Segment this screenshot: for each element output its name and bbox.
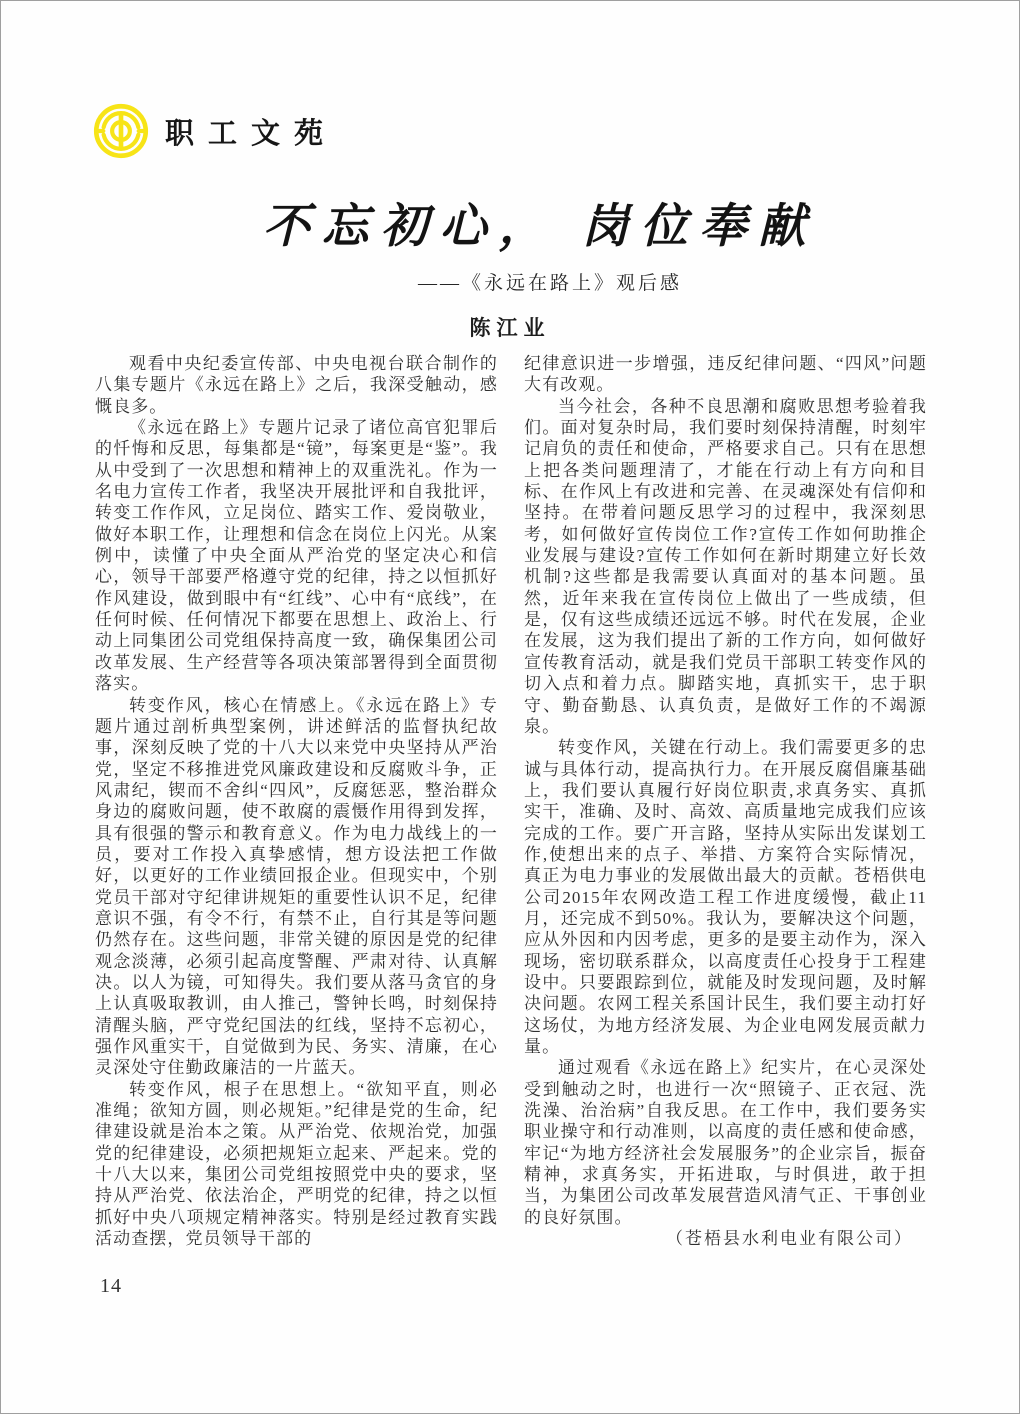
paragraph: 观看中央纪委宣传部、中央电视台联合制作的八集专题片《永远在路上》之后，我深受触动，感慨良多。	[95, 354, 498, 416]
masthead	[93, 103, 337, 159]
paragraph-continuation: 纪律意识进一步增强，违反纪律问题、“四风”问题大有改观。	[524, 354, 927, 395]
right-column	[524, 353, 927, 1249]
paragraph: 转变作风，关键在行动上。我们需要更多的忠诚与具体行动，提高执行力。在开展反腐倡廉基础上，我们要认真履行好岗位职责,求真务实、真抓实干，准确、及时、高效、高质量地完成我们应该完成的工作。要广开言路，坚持从实际出发谋划工作,使想出来的点子、举措、方案符合实际情况，真正为电力事业的发展做出最大的贡献。苍梧供电公司2015年农网改造工程工作进度缓慢，截止11月，还完成不到50%。我认为，要解决这个问题，应从外因和内因考虑，更多的是要主动作为，深入现场，密切联系群众，以高度责任心投身于工程建设中。只要跟踪到位，就能及时发现问题，及时解决问题。农网工程关系国计民生，我们要主动打好这场仗，为地方经济发展、为企业电网发展贡献力量。	[524, 738, 927, 1056]
paragraph: 《永远在路上》专题片记录了诸位高官犯罪后的忏悔和反思，每集都是“镜”，每案更是“鉴”。我从中受到了一次思想和精神上的双重洗礼。作为一名电力宣传工作者，我坚决开展批评和自我批评，转变工作作风，立足岗位、踏实工作、爱岗敬业，做好本职工作，让理想和信念在岗位上闪光。从案例中，读懂了中央全面从严治党的坚定决心和信心，领导干部要严格遵守党的纪律，持之以恒抓好作风建设，做到眼中有“红线”、心中有“底线”，在任何时候、任何情况下都要在思想上、政治上、行动上同集团公司党组保持高度一致，确保集团公司改革发展、生产经营等各项决策部署得到全面贯彻落实。	[95, 418, 498, 694]
trade-union-logo-icon	[93, 103, 149, 159]
article-author: 陈江业	[469, 316, 551, 340]
paragraph: 通过观看《永远在路上》纪实片，在心灵深处受到触动之时，也进行一次“照镜子、正衣冠、洗洗澡、治治病”自我反思。在工作中，我们要务实职业操守和行动准则，以高度的责任感和使命感，牢记“为地方经济社会发展服务”的企业宗旨，振奋精神，求真务实，开拓进取，与时俱进，敢于担当，为集团公司改革发展营造风清气正、干事创业的良好氛围。	[524, 1058, 927, 1227]
author-attribution: （苍梧县水利电业有限公司）	[666, 1229, 913, 1249]
article-subtitle: ——《永远在路上》观后感	[417, 273, 682, 294]
article-body	[95, 353, 927, 1249]
paragraph: 当今社会，各种不良思潮和腐败思想考验着我们。面对复杂时局，我们要时刻保持清醒，时刻牢记肩负的责任和使命，严格要求自己。只有在思想上把各类问题理清了，才能在行动上有方向和目标、在作风上有改进和完善、在灵魂深处有信仰和坚持。在带着问题反思学习的过程中，我深刻思考，如何做好宣传岗位工作?宣传工作如何助推企业发展与建设?宣传工作如何在新时期建立好长效机制?这些都是我需要认真面对的基本问题。虽然，近年来我在宣传岗位上做出了一些成绩，但是，仅有这些成绩还远远不够。时代在发展，企业在发展，这为我们提出了新的工作方向，如何做好宣传教育活动，就是我们党员干部职工转变作风的切入点和着力点。脚踏实地，真抓实干，忠于职守、勤奋勤恳、认真负责，是做好工作的不竭源泉。	[524, 396, 927, 736]
page-number: 14	[100, 1275, 122, 1297]
left-column	[95, 353, 498, 1249]
section-title: 职工文苑	[165, 117, 338, 150]
paragraph: 转变作风，根子在思想上。“欲知平直，则必准绳；欲知方圆，则必规矩。”纪律是党的生命，纪律建设就是治本之策。从严治党、依规治党，加强党的纪律建设，必须把规矩立起来、严起来。党的十八大以来，集团公司党组按照党中央的要求，坚持从严治党、依法治企，严明党的纪律，持之以恒抓好中央八项规定精神落实。特别是经过教育实践活动查摆，党员领导干部的	[95, 1079, 498, 1249]
paragraph: 转变作风，核心在情感上。《永远在路上》专题片通过剖析典型案例，讲述鲜活的监督执纪故事，深刻反映了党的十八大以来党中央坚持从严治党，坚定不移推进党风廉政建设和反腐败斗争，正风肃纪，锲而不舍纠“四风”，反腐惩恶，整治群众身边的腐败问题，使不敢腐的震慑作用得到发挥，具有很强的警示和教育意义。作为电力战线上的一员，要对工作投入真挚感情，想方设法把工作做好，以更好的工作业绩回报企业。但现实中，个别党员干部对守纪律讲规矩的重要性认识不足，纪律意识不强，有令不行，有禁不止，自行其是等问题仍然存在。这些问题，非常关键的原因是党的纪律观念淡薄，必须引起高度警醒、严肃对待、认真解决。以人为镜，可知得失。我们要从落马贪官的身上认真吸取教训，由人推己，警钟长鸣，时刻保持清醒头脑，严守党纪国法的红线，坚持不忘初心，强作风重实干，自觉做到为民、务实、清廉，在心灵深处守住勤政廉洁的一片蓝天。	[95, 695, 498, 1078]
article-title: 不忘初心， 岗位奉献	[262, 201, 818, 253]
